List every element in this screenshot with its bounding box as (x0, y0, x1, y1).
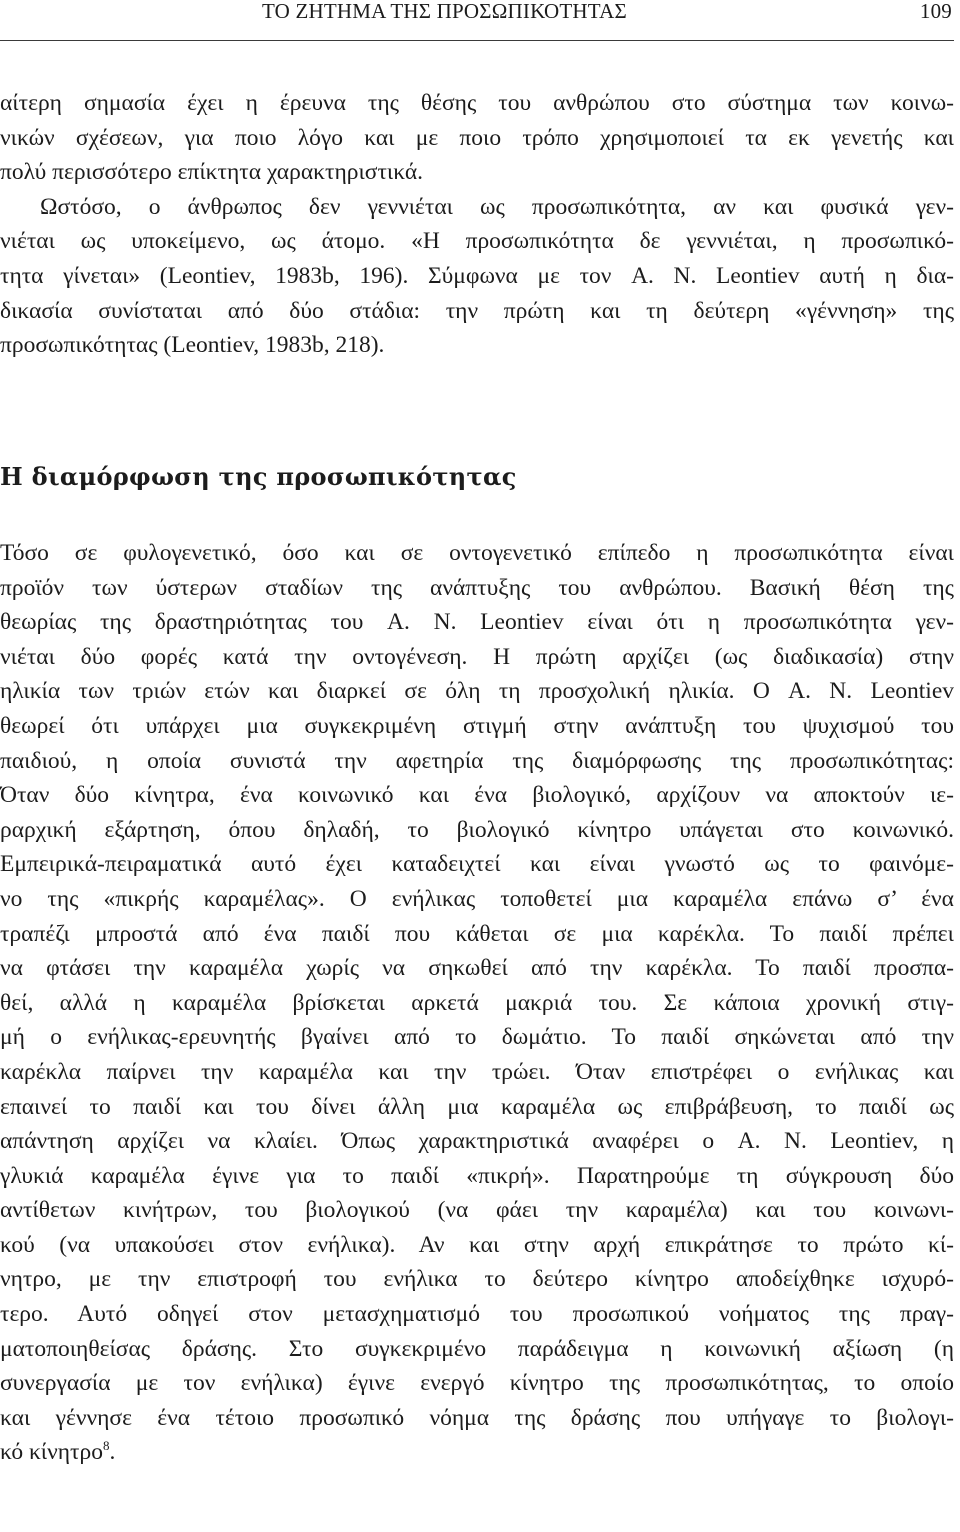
text-line: πολύ περισσότερο επίκτητα χαρακτηριστικά. (0, 159, 424, 186)
paragraph-1 (0, 86, 954, 363)
running-head (0, 0, 954, 41)
text-line: αντίθετων κινήτρων, του βιολογικού (να φάει την καραμέλα) και του κοινωνι- (0, 1197, 954, 1224)
text-line: τερο. Αυτό οδηγεί στον μετασχηματισμό του προσωπικού νοήματος της πραγ- (0, 1301, 954, 1328)
text-line: καρέκλα παίρνει την καραμέλα και την τρώει. Όταν επιστρέφει ο ενήλικας και (0, 1058, 954, 1085)
text-line: παιδιού, η οποία συνιστά την αφετηρία της διαμόρφωσης της προσωπικότητας: (0, 747, 954, 774)
text-line: Τόσο σε φυλογενετικό, όσο και σε οντογενετικό επίπεδο η προσωπικότητα είναι (0, 540, 954, 566)
text-line: γλυκιά καραμέλα έγινε για το παιδί «πικρή». Παρατηρούμε τη σύγκρουση δύο (0, 1162, 954, 1189)
text-line: Εμπειρικά-πειραματικά αυτό έχει καταδειχτεί και είναι γνωστό ως το φαινόμε- (0, 851, 954, 878)
text-line: τραπέζι μπροστά από ένα παιδί που κάθεται σε μια καρέκλα. Το παιδί πρέπει (0, 920, 954, 947)
section-heading: Η διαμόρφωση της προσωπικότητας (0, 462, 517, 491)
text-line: δικασία συνίσταται από δύο στάδια: την πρώτη και τη δεύτερη «γέννηση» της (0, 297, 954, 324)
text-line: νο της «πικρής καραμέλας». Ο ενήλικας τοποθετεί μια καραμέλα επάνω σ’ ένα (0, 885, 954, 912)
text-line-end: κό κίνητρο (0, 1439, 103, 1466)
final-punctuation: . (109, 1439, 116, 1466)
text-line: ραρχική εξάρτηση, όπου δηλαδή, το βιολογικό κίνητρο υπάγεται στο κοινωνικό. (0, 816, 954, 843)
text-line: ματοποιηθείσας δράσης. Στο συγκεκριμένο παράδειγμα η κοινωνική αξίωση (η (0, 1335, 954, 1362)
text-line: θεωρεί ότι υπάρχει μια συγκεκριμένη στιγμή στην ανάπτυξη του ψυχισμού του (0, 712, 954, 739)
text-line: κού (να υπακούσει στον ενήλικα). Αν και στην αρχή επικράτησε το πρώτο κί- (0, 1231, 954, 1258)
text-line: και γέννησε ένα τέτοιο προσωπικό νόημα της δράσης που υπήγαγε το βιολογι- (0, 1404, 954, 1431)
text-line: να φτάσει την καραμέλα χωρίς να σηκωθεί από την καρέκλα. Το παιδί προσπα- (0, 955, 954, 982)
text-line: Όταν δύο κίνητρα, ένα κοινωνικό και ένα βιολογικό, αρχίζουν να αποκτούν ιε- (0, 782, 954, 809)
text-line: θεωρίας της δραστηριότητας του A. N. Leontiev είναι ότι η προσωπικότητα γεν- (0, 609, 954, 636)
text-line: νικών σχέσεων, για ποιο λόγο και με ποιο τρόπο χρησιμοποιεί τα εκ γενετής και (0, 124, 954, 151)
last-text-line (0, 1435, 954, 1470)
text-line: αίτερη σημασία έχει η έρευνα της θέσης του ανθρώπου στο σύστημα των κοινω- (0, 90, 954, 116)
text-line: ηλικία των τριών ετών και διαρκεί σε όλη τη προσχολική ηλικία. Ο A. N. Leontiev (0, 678, 954, 705)
page-number: 109 (919, 0, 952, 23)
text-line: θεί, αλλά η καραμέλα βρίσκεται αρκετά μακριά του. Σε κάποια χρονική στιγ- (0, 989, 954, 1016)
text-line: προσωπικότητας (Leontiev, 1983b, 218). (0, 332, 385, 359)
text-line: νιέται δύο φορές κατά την οντογένεση. Η πρώτη αρχίζει (ως διαδικασία) στην (0, 643, 954, 670)
text-line: Ωστόσο, ο άνθρωπος δεν γεννιέται ως προσωπικότητα, αν και φυσικά γεν- (40, 193, 954, 220)
text-line: νιέται ως υποκείμενο, ως άτομο. «Η προσωπικότητα δε γεννιέται, η προσωπικό- (0, 228, 954, 255)
text-line: μή ο ενήλικας-ερευνητής βγαίνει από το δωμάτιο. Το παιδί σηκώνεται από την (0, 1024, 954, 1051)
footnote-marker[interactable]: 8 (102, 1438, 110, 1454)
text-line: συνεργασία με τον ενήλικα) έγινε ενεργό κίνητρο της προσωπικότητας, το οποίο (0, 1370, 954, 1397)
text-line: νητρο, με την επιστροφή του ενήλικα το δεύτερο κίνητρο αποδείχθηκε ισχυρό- (0, 1266, 954, 1293)
text-line: προϊόν των ύστερων σταδίων της ανάπτυξης του ανθρώπου. Βασική θέση της (0, 574, 954, 601)
text-line: τητα γίνεται» (Leontiev, 1983b, 196). Σύμφωνα με τον A. N. Leontiev αυτή η δια- (0, 262, 954, 289)
paragraph-2 (0, 536, 954, 1470)
text-line: απάντηση αρχίζει να κλαίει. Όπως χαρακτηριστικά αναφέρει ο A. N. Leontiev, η (0, 1128, 954, 1155)
running-title: ΤΟ ΖΗΤΗΜΑ ΤΗΣ ΠΡΟΣΩΠΙΚΟΤΗΤΑΣ (262, 0, 627, 23)
text-line: επαινεί το παιδί και του δίνει άλλη μια καραμέλα ως επιβράβευση, το παιδί ως (0, 1093, 954, 1120)
